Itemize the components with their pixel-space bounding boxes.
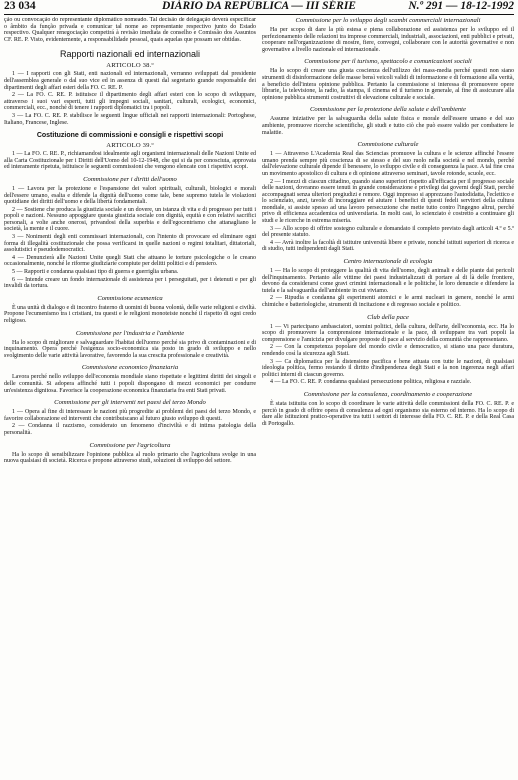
page-header xyxy=(4,0,514,15)
commission-heading: Commissione ecumenica xyxy=(97,294,163,302)
commission-heading: Commissione per il turismo, spettacolo e comunicazioni sociali xyxy=(304,58,472,66)
commission-heading: Commissione economico finanziaria xyxy=(81,364,179,372)
commission-heading: Centro internazionale di ecologia xyxy=(343,258,433,266)
commission-heading: Commissione per la protezione della salute e dell'ambiente xyxy=(310,106,466,114)
paragraph: 4 — La FO. C. RE. P. condanna qualsiasi persecuzione politica, religiosa e razziale. xyxy=(270,379,472,386)
paragraph: 1 — Vi partecipano ambasciatori, uomini politici, della cultura, dell'arte, dell'economia, ecc. Ha lo scopo di promuovere la comprensione internazionale e la pace, di sviluppare tra vari popoli la comprensione e l'amicizia per divulgare proposte di pace al servizio della comunità che rappresentano. xyxy=(262,323,514,343)
paragraph: 1 — I rapporti con gli Stati, enti nazionali ed internazionali, verranno sviluppati dal presidente dell'assemblea generale o dal suo vice ed in assenza di questi dal segretario grande responsabile dei dipartimenti degli affari esteri della FO. C. RE. P. xyxy=(4,71,256,91)
commission-heading: Commissione per lo sviluppo degli scambi commerciali internazionali xyxy=(295,17,481,24)
paragraph: 2 — Condanna il razzismo, considerato un fenomeno d'inciviltà e di intima patologia della personalità. xyxy=(4,423,256,436)
paragraph: 3 — Nonimenti degli enti commissari internazionali, con l'intento di provocare ed eliminare ogni forma di illegalità costituzionale che possa verificarsi in quelle nazioni o regimi totalitari, dittatoriali, assolutistici e pseudodemocratici. xyxy=(4,234,256,254)
article-heading: ARTICOLO 39.º xyxy=(106,142,154,150)
journal-title: DIÁRIO DA REPÚBLICA — III SÉRIE xyxy=(162,0,356,12)
section-heading: Rapporti nazionali ed internazionali xyxy=(59,49,201,60)
paragraph: Lavora perché nello sviluppo dell'economia mondiale siano rispettate e legittimi diritti dei singoli e delle comunità. Si adopera affinché tutti i popoli dispongano di mezzi economici per condurre un'esistenza dignitosa. Favorisce la cooperazione economica finanziaria fra enti Stati privati. xyxy=(4,374,256,394)
paragraph: 4 — Avrà inoltre la facoltà di istituire università libere e private, nonché istituti superiori di ricerca e di studio, tutti indipendenti dagli Stati. xyxy=(262,239,514,253)
paragraph: 5 — Rapporti e condanna qualsiasi tipo di guerra e guerriglia urbana. xyxy=(12,269,179,276)
commission-heading: Commissione per i diritti dell'uomo xyxy=(83,175,177,183)
paragraph: 1 — Lavora per la protezione e l'espansione dei valori spirituali, culturali, biologici e morali dell'essere umano, esalta e difende la dignità dell'uomo come tale, bene supremo tutela le violazioni quotidiane dei diritti dell'uomo e della libertà fondamentali. xyxy=(4,185,256,206)
article-heading: ARTICOLO 38.º xyxy=(106,62,154,70)
section-heading: Costituzione di commissioni e consigli e rispettivi scopi xyxy=(36,132,224,140)
paragraph: È una unità di dialogo e di incontro fraterno di uomini di buona volontà, delle varie religioni e civiltà. Propone l'ecumenismo tra i cristiani, tra questi e le religioni monoteiste nonché il rispetto di ogni credo religioso. xyxy=(4,304,256,324)
paragraph: 2 — Ripudia e condanna gli esperimenti atomici e le armi nucleari in genere, nonché le armi chimiche e batteriologiche, strumenti di incitazione e di regresso sociale e politico. xyxy=(262,295,514,308)
paragraph: 3 — Allo scopo di offrire sostegno culturale e domandato il completo previsto dagli articoli 4.º e 5.º del presente statuto. xyxy=(262,225,514,239)
commission-heading: Commissione per l'agricoltura xyxy=(89,441,171,449)
paragraph: ção ou convocação do representante diplomático nomeado. Tal decisão de delegação deverá especificar o âmbito da função privada e comunicar tal nome ao representante respectivo junto do Estado respectivo. Qualquer renegociação competirá à revisão imediata de conselho e Comissão dos Assuntos CF. RE. P. Visto, evidentemente, a responsabilidade pessoal, quais aquelas que possam ser obtidas. xyxy=(4,17,256,43)
paragraph: 2 — Con la competenza popolare del mondo civile e democratico, si stiano una pace duratura, rendendo così la sicurezza agli Stati. xyxy=(262,344,514,357)
paragraph: 1 — Attraverso L'Academia Real das Sciencias promuove la cultura e le scienze affinché l'essere umano prenda sempre più coscienza di se stesso e del suo ruolo nella società e nel mondo, perché dall'elevazione culturale dipende il benessere, lo sviluppo civile e di conseguenza la pace. A tal fine crea un movimento apostolico di cultura e di opinione attraverso seminari, tavole rotonde, scuole, ecc. xyxy=(262,151,514,177)
commission-heading: Commissione per la consulenza, coordinamento e cooperazione xyxy=(303,390,473,398)
paragraph: 1 — Ha lo scopo di proteggere la qualità di vita dell'uomo, degli animali e delle piante dai pericoli dell'inquinamento. Pertanto alle vittime dei paesi industrializzati di portare al di là delle frontiere, devono da considerarsi come gravi crimini internazionali e le politiche, le loro denuncie e difendere la tutela e la salvaguardia dell'ambiente in cui viviamo. xyxy=(262,268,514,294)
right-column xyxy=(262,17,514,777)
left-column xyxy=(4,17,256,777)
paragraph: 1 — La FO. C. RE. P., richiamandosi idealmente agli organismi internazionali delle Nazioni Unite ed alla Carta Costituzionale per i Diritti dell'Uomo del 10-12-1948, che qui si da per conosciuta, approvata ed interamente ripetuta, istituisce le seguenti commissioni che vengono elencate con i rispettivi scopi. xyxy=(4,151,256,171)
page-number: 23 034 xyxy=(4,0,36,12)
paragraph: 1 — Opera al fine di interessare le nazioni più progredite ai problemi dei paesi del terzo Mondo, e favorire collaborazione ed interventi che contribuiscano al futuro giusto sviluppo di questi. xyxy=(4,409,256,422)
commission-heading: Club della pace xyxy=(367,313,409,321)
commission-heading: Commissione culturale xyxy=(357,141,419,149)
issue-number: N.º 291 — 18-12-1992 xyxy=(408,0,514,12)
paragraph: 4 — Denunzierà alle Nazioni Unite quegli Stati che attuano le torture psicologiche o le creano occasionalmente, nonché le riforme giudiziarie compiute per delitti politici e di pensiero. xyxy=(4,254,256,268)
paragraph: Assume iniziative per la salvaguardia della salute fisica e morale dell'essere umano e del suo ambiente, promuove ricerche scientifiche, gli studi e tutto ciò che può essere valido per combattere le malattie. xyxy=(262,116,514,136)
paragraph: 2 — La FO. C. RE. P. istituisce il dipartimento degli affari esteri con lo scopo di sviluppare, attraverso i suoi vari esperti, tutti gli impegni sociali, sanitari, culturali, ecologici, economici, commerciali, ecc., nonché di tenere i rapporti diplomatici tra i popoli. xyxy=(4,92,256,112)
paragraph: È stata istituita con lo scopo di coordinare le varie attività delle commissioni della FO. C. RE. P. e perciò in grado di offrire opera di consulenza ad ogni organismo sia esterno od interno. Ha lo scopo di dare alle istituzioni pratico-operative tra tutti i settori di interesse della FO. C. RE. P. e della Real Casa di Portogallo. xyxy=(262,400,514,427)
paragraph: 2 — I mezzi di ciascun cittadino, quando siano superiori rispetto all'efficacia per il progresso sociale delle nazioni, dovranno essere tenuti in grande considerazione e privilegi dai governi degli Stati, perché accompagnati senza ulteriori pregiudizi e remore. Oggi impresso si apprezzano l'autodidatta, l'eclettico e lo scienziato, anzi, tavole di incoraggiare ed aiutare i benefici di questi fedeli servitori della cultura mondiale, si assiste spesso ad una lavoro persecuzione che mette tutto contro l'ingegno altrui, perché privo di efficienza accademica od universitaria. In molti casi, lo scienziato è costretto a continuare gli studi e le ricerche in estrema miseria. xyxy=(262,178,514,225)
paragraph: 3 — Ca diplomatica per la distensione pacifica e bene attuata con tutte le nazioni, di qualsiasi ideologia politica, fermo restando il diritto d'indipendenza degli Stati e la non ingerenza negli affari politici interni di ciascun governo. xyxy=(262,358,514,378)
commission-heading: Commissione per gli interventi nei paesi del terzo Mondo xyxy=(54,399,206,407)
paragraph: Ha per scopo di dare la più estesa e piena collaborazione ed assistenza per lo sviluppo ed il perfezionamento delle relazioni tra imprese commerciali, industriali, associazioni, enti pubblici e privati, cooperare nell'organizzazione di mostre, fiere, convegni, collaborare con le autorità governative e non governative a livello nazionale ed internazionale. xyxy=(262,27,514,53)
paragraph: Ha lo scopo di migliorare e salvaguardare l'habitat dell'uomo perché sia privo di contaminazioni e di inquinamento. Opera perché l'esigenza socio-economica sia posto in grado di sviluppo e nello svolgimento delle varie attività lavorative, favorendo la sua crescita professionale e creatività. xyxy=(4,339,256,359)
paragraph: Ha lo scopo di creare una giusta coscienza dell'utilizzo dei mass-media perché questi non siano strumenti di disinformazione delle masse bensì veicoli validi di informazione e di formazione alla verità, a beneficio dell'intera opinione pubblica. Pertanto la commissione si interessa di promuovere opere librarie, la televisione, la radio, la stampa, il cinema ed il turismo in generale, al fine di assicurare alla opinione pubblica strumenti costruttivi di elevazione culturale e sociale. xyxy=(262,68,514,101)
paragraph: 3 — La FO. C. RE. P. stabilisce le seguenti lingue ufficiali nei rapporti internazionali: Portoghese, Italiano, Francese, Inglese. xyxy=(4,112,256,126)
paragraph: 2 — Sostiene che produca la giustizia sociale e un dovere, un istanza di vita e di progresso per tutti i popoli e nazioni. Nessuno appoggiare questa giustizia sociale con dignità, equità e con relativi sacrifici personali, a volte anche onerosi, privandosi della superbia e dell'egocentrismo che attanagliano le società, la mente e il cuore. xyxy=(4,206,256,233)
commission-heading: Commissione per l'industria e l'ambiente xyxy=(75,329,185,337)
paragraph: 6 — Intende creare un fondo internazionale di assistenza per i perseguitati, per i detenuti e per gli invalidi da tortura. xyxy=(4,276,256,290)
paragraph: Ha lo scopo di sensibilizzare l'opinione pubblica al ruolo primario che l'agricoltura svolge in una nuova qualsiasi di società. Ricerca e propone attraverso studi, soluzioni di sviluppo del settore. xyxy=(4,451,256,465)
